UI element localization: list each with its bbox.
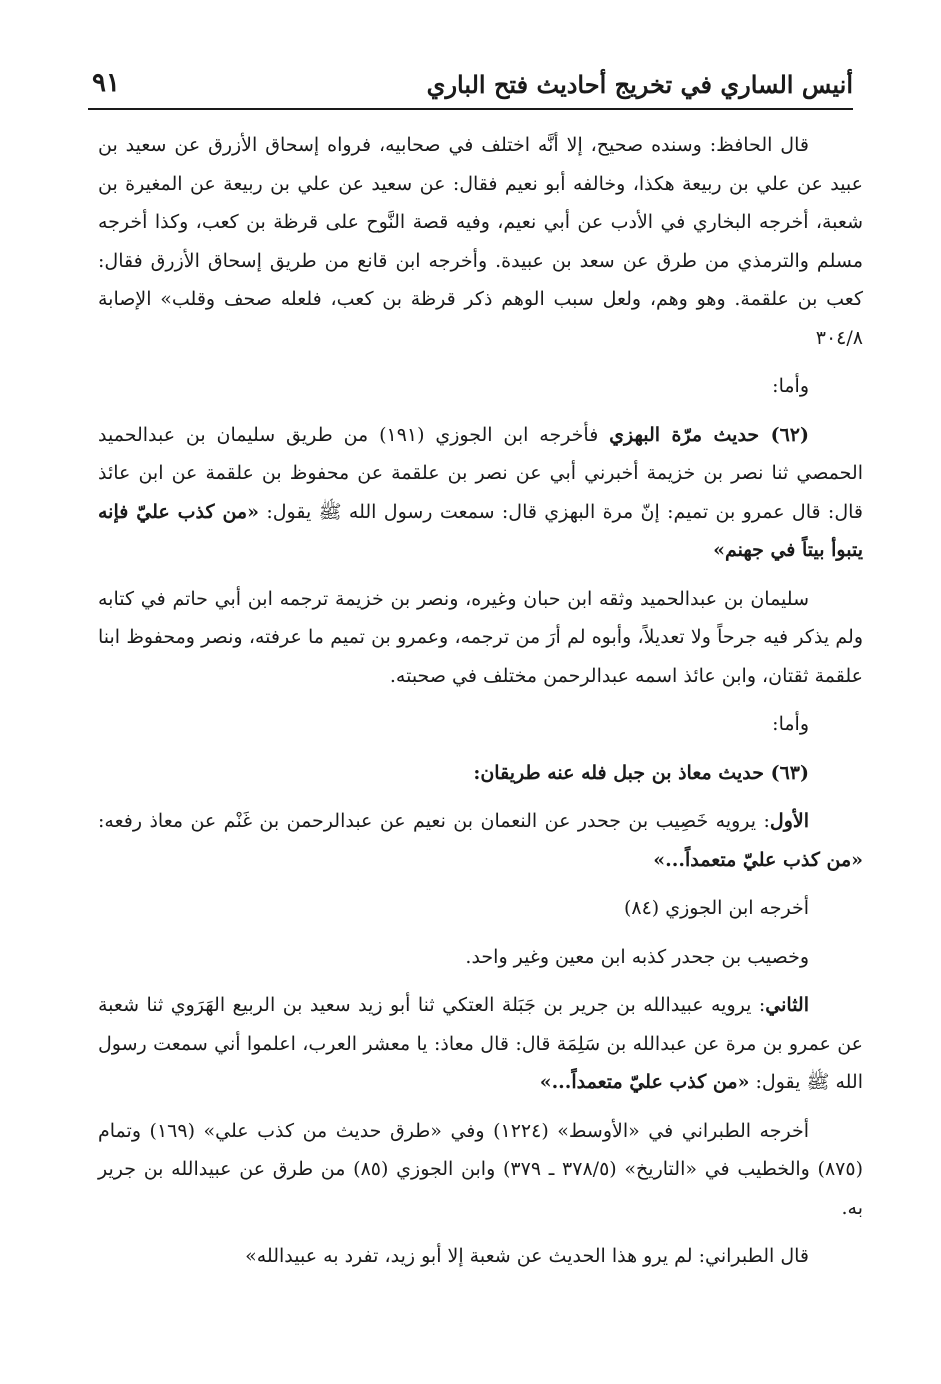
page-body — [98, 126, 863, 1286]
paragraph-text: أخرجه الطبراني في «الأوسط» (١٢٢٤) وفي «طرق حديث من كذب علي» (١٦٩) وتمام (٨٧٥) والخطيب في «التاريخ» (٣٧٨/٥ ـ ٣٧٩) وابن الجوزي (٨٥) من طرق عن عبيدالله بن جرير به. — [98, 1119, 863, 1219]
paragraph-text: سليمان بن عبدالحميد وثقه ابن حبان وغيره، ونصر بن خزيمة ترجمه ابن أبي حاتم في كتابه ولم يذكر فيه جرحاً ولا تعديلاً، وأبوه لم أرَ من ترجمه، وعمرو بن تميم ما عرفته، ونصر ومحفوظ ابنا علقمة ثقتان، وابن عائذ اسمه عبدالرحمن مختلف في صحبته. — [98, 587, 863, 687]
first-route-paragraph — [98, 802, 863, 879]
paragraph-ibn-jawzi-84 — [98, 889, 863, 928]
paragraph-text: : يرويه عبيدالله بن جرير بن جَبَلة العتكي ثنا أبو زيد سعيد بن الربيع الهَرَوي ثنا شعبة عن عمرو بن مرة عن عبدالله بن سَلِمَة قال: قال معاذ: يا معشر العرب، اعلموا أني سمعت رسول الله ﷺ يقول: — [98, 994, 863, 1093]
paragraph-hafiz-quote — [98, 126, 863, 357]
paragraph-wa-amma — [98, 705, 863, 744]
hadith-text: «من كذب عليّ فإنه يتبوأ بيتاً في جهنم» — [98, 500, 863, 561]
route-label: الأول — [769, 810, 809, 832]
second-route-paragraph — [98, 986, 863, 1102]
page-number: ٩١ — [92, 68, 120, 98]
hadith-text: «من كذب عليّ متعمداً...» — [539, 1071, 750, 1093]
paragraph-text: قال الحافظ: وسنده صحيح، إلا أنَّه اختلف في صحابيه، فرواه إسحاق الأزرق عن سعيد بن عبيد عن علي بن ربيعة هكذا، وخالفه أبو نعيم فقال: عن سعيد عن علي بن ربيعة عن المغيرة بن شعبة، أخرجه البخاري في الأدب عن أبي نعيم، وفيه قصة النَّوح على قرظة بن كعب، وكذا أخرجه مسلم والترمذي من طرق عن سعد بن عبيدة. وأخرجه ابن قانع من طريق إسحاق الأزرق فقال: كعب بن علقمة. وهو وهم، ولعل سبب الوهم ذكر قرظة بن كعب، فلعله صحف وقلب» الإصابة ٣٠٤/٨ — [98, 134, 863, 349]
hadith-62-paragraph — [98, 416, 863, 570]
paragraph-narrators-62 — [98, 580, 863, 696]
paragraph-khasib — [98, 938, 863, 977]
paragraph-text: أخرجه ابن الجوزي (٨٤) — [623, 897, 809, 919]
paragraph-text: : يرويه خَصِيب بن جحدر عن النعمان بن نعيم عن عبدالرحمن بن غَنْم عن معاذ رفعه: — [98, 810, 770, 832]
hadith-text: «من كذب عليّ متعمداً...» — [653, 848, 863, 871]
paragraph-text: وأما: — [772, 713, 809, 735]
hadith-heading: (٦٢) حديث مرّة البهزي — [609, 423, 809, 446]
page-header — [88, 62, 853, 110]
paragraph-text: وأما: — [772, 375, 809, 397]
paragraph-text: وخصيب بن جحدر كذبه ابن معين وغير واحد. — [465, 945, 809, 968]
paragraph-text: قال الطبراني: لم يرو هذا الحديث عن شعبة إلا أبو زيد، تفرد به عبيدالله» — [245, 1245, 809, 1267]
paragraph-tabarani-quote — [98, 1237, 863, 1276]
route-label: الثاني — [765, 994, 809, 1016]
paragraph-text: فأخرجه ابن الجوزي (١٩١) من طريق سليمان بن عبدالحميد الحمصي ثنا نصر بن خزيمة أخبرني أبي عن نصر بن علقمة عن محفوظ بن علقمة عن ابن عائذ قال: قال عمرو بن تميم: إنّ مرة البهزي قال: سمعت رسول الله ﷺ يقول: — [98, 423, 863, 523]
paragraph-wa-amma — [98, 367, 863, 406]
hadith-heading: (٦٣) حديث معاذ بن جبل فله عنه طريقان: — [473, 761, 809, 784]
hadith-63-heading-paragraph — [98, 754, 863, 793]
running-title: أنيس الساري في تخريج أحاديث فتح الباري — [426, 70, 853, 99]
paragraph-takhrij-tabarani — [98, 1112, 863, 1228]
